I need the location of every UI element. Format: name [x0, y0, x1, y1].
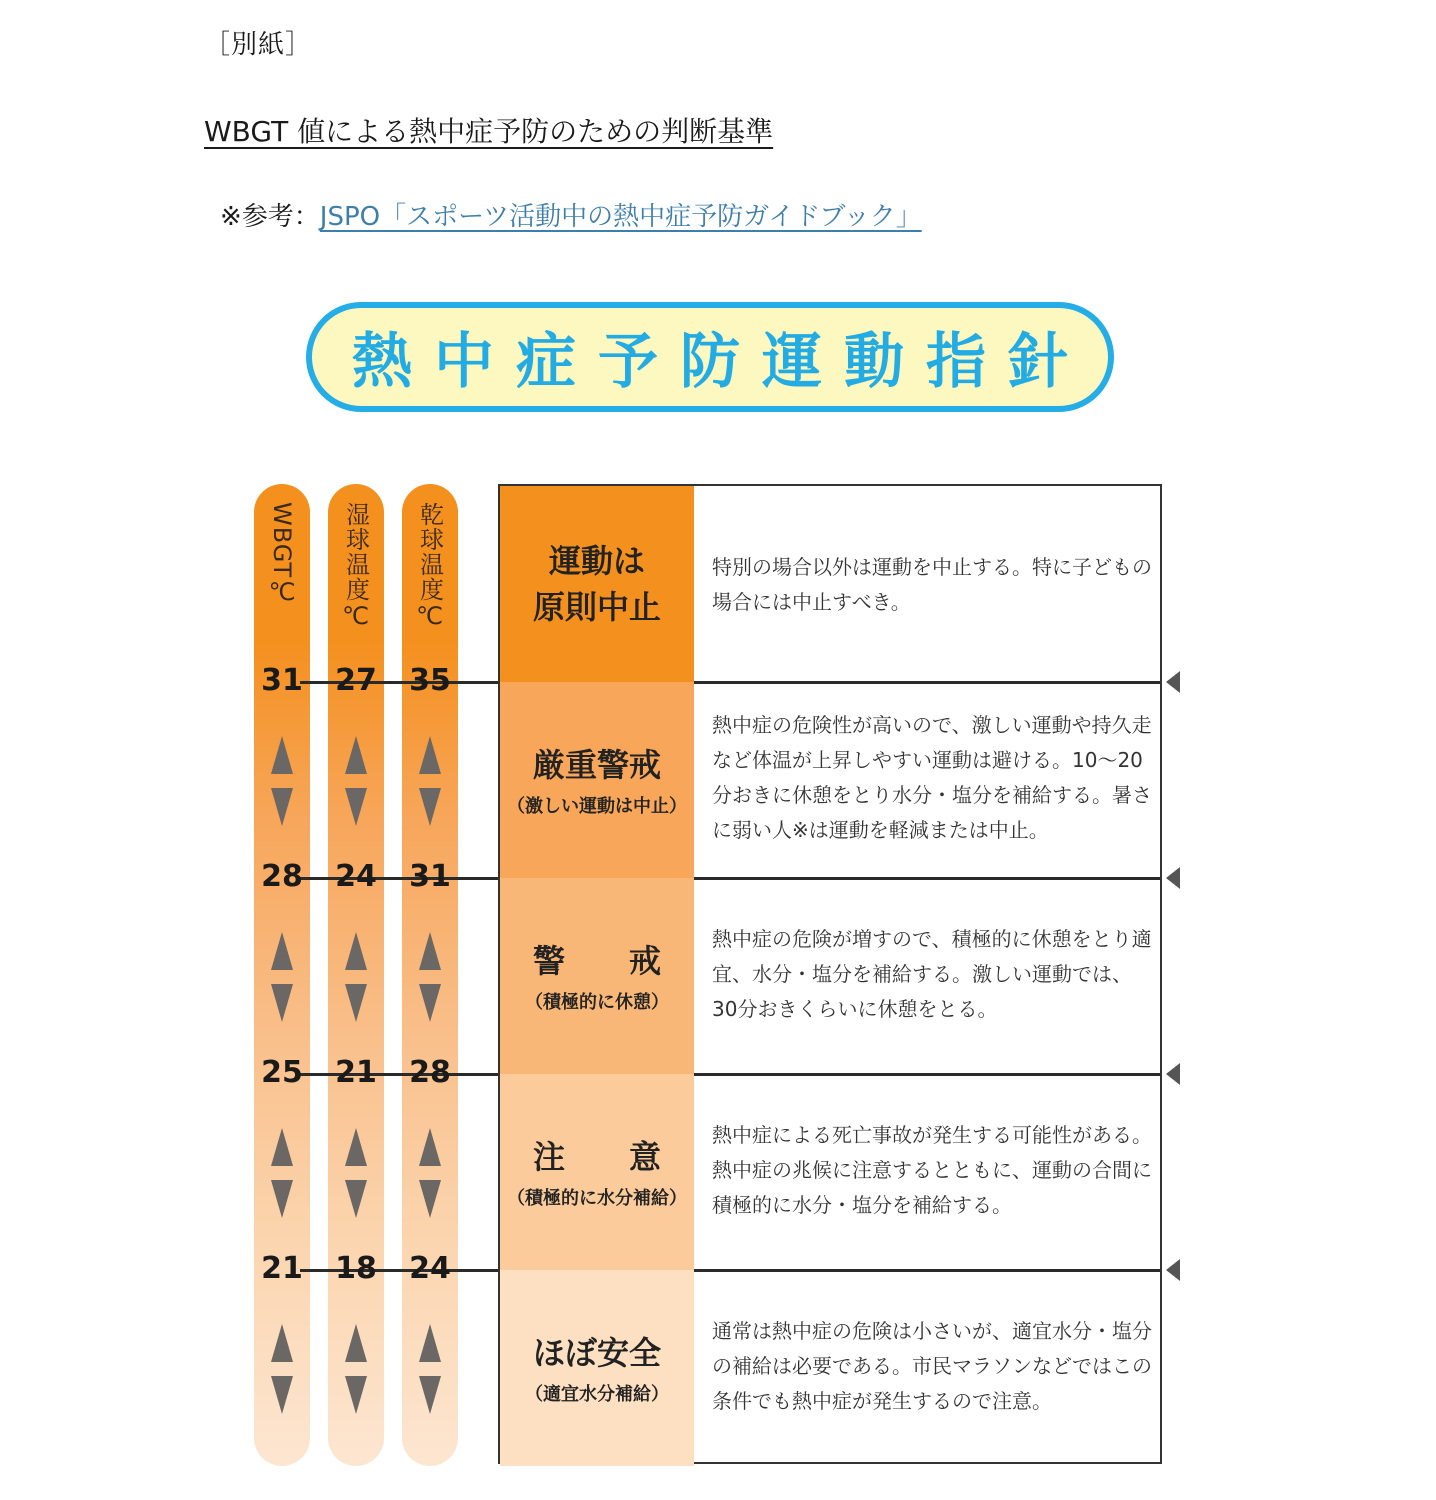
arrow-up-icon	[271, 1128, 293, 1166]
level-cell	[500, 682, 694, 878]
arrow-down-icon	[345, 1376, 367, 1414]
level-name: 注 意	[532, 1138, 661, 1176]
range-arrows	[254, 1320, 310, 1416]
arrow-down-icon	[345, 1180, 367, 1218]
guideline-table	[498, 484, 1162, 1464]
page-title: WBGT 値による熱中症予防のための判断基準	[204, 115, 774, 148]
threshold-marker-icon	[1166, 867, 1180, 889]
scale-label: 乾球温度℃	[415, 502, 444, 631]
arrow-down-icon	[419, 1180, 441, 1218]
range-arrows	[402, 732, 458, 828]
scale-label: 湿球温度℃	[341, 502, 370, 631]
threshold-value: 27	[335, 663, 377, 698]
level-row-severe-warning	[500, 682, 1160, 878]
threshold-value: 28	[409, 1055, 451, 1090]
threshold-value: 28	[261, 859, 303, 894]
range-arrows	[254, 1124, 310, 1220]
range-arrows	[328, 928, 384, 1024]
reference-prefix: ※参考：	[220, 202, 320, 232]
threshold-value: 24	[409, 1251, 451, 1286]
guideline-banner	[306, 302, 1114, 412]
level-name-line2: 原則中止	[532, 588, 661, 626]
threshold-value: 35	[409, 663, 451, 698]
range-arrows	[328, 732, 384, 828]
level-name: ほぼ安全	[532, 1334, 661, 1372]
scale-label: WBGT℃	[268, 502, 296, 608]
arrow-up-icon	[271, 932, 293, 970]
arrow-up-icon	[271, 1324, 293, 1362]
banner-title: 熱中症予防運動指針	[352, 327, 1090, 397]
level-name	[533, 538, 661, 630]
range-arrows	[402, 1124, 458, 1220]
arrow-up-icon	[419, 1324, 441, 1362]
threshold-marker-icon	[1166, 1063, 1180, 1085]
arrow-down-icon	[271, 1180, 293, 1218]
threshold-value: 18	[335, 1251, 377, 1286]
level-description: 通常は熱中症の危険は小さいが、適宜水分・塩分の補給は必要である。市民マラソンなどではこの条件でも熱中症が発生するので注意。	[712, 1319, 1152, 1413]
level-sub: （積極的に休憩）	[525, 992, 669, 1013]
threshold-value: 24	[335, 859, 377, 894]
level-name: 警 戒	[532, 942, 661, 980]
reference-link[interactable]: JSPO「スポーツ活動中の熱中症予防ガイドブック」	[319, 202, 922, 232]
arrow-down-icon	[271, 788, 293, 826]
arrow-down-icon	[419, 788, 441, 826]
arrow-up-icon	[345, 1324, 367, 1362]
level-description: 特別の場合以外は運動を中止する。特に子どもの場合には中止すべき。	[712, 555, 1152, 614]
level-sub: （適宜水分補給）	[525, 1384, 669, 1405]
level-cell	[500, 1270, 694, 1466]
range-arrows	[328, 1320, 384, 1416]
level-description: 熱中症の危険が増すので、積極的に休憩をとり適宜、水分・塩分を補給する。激しい運動では、30分おきくらいに休憩をとる。	[712, 927, 1152, 1021]
arrow-up-icon	[271, 736, 293, 774]
range-arrows	[402, 928, 458, 1024]
attachment-label: ［別紙］	[204, 30, 313, 60]
arrow-up-icon	[419, 736, 441, 774]
arrow-down-icon	[345, 788, 367, 826]
level-row-warning	[500, 878, 1160, 1074]
arrow-up-icon	[345, 736, 367, 774]
level-row-caution	[500, 1074, 1160, 1270]
level-row-stop	[500, 486, 1160, 682]
level-name: 厳重警戒	[532, 746, 661, 784]
reference-line	[220, 196, 922, 233]
range-arrows	[254, 732, 310, 828]
level-description: 熱中症による死亡事故が発生する可能性がある。熱中症の兆候に注意するとともに、運動の合間に積極的に水分・塩分を補給する。	[712, 1123, 1152, 1217]
arrow-up-icon	[345, 1128, 367, 1166]
threshold-marker-icon	[1166, 1259, 1180, 1281]
level-cell	[500, 486, 694, 682]
threshold-value: 25	[261, 1055, 303, 1090]
level-sub: （積極的に水分補給）	[507, 1188, 687, 1209]
arrow-up-icon	[419, 932, 441, 970]
arrow-down-icon	[271, 984, 293, 1022]
threshold-value: 31	[261, 663, 303, 698]
arrow-down-icon	[345, 984, 367, 1022]
arrow-down-icon	[271, 1376, 293, 1414]
level-description: 熱中症の危険性が高いので、激しい運動や持久走など体温が上昇しやすい運動は避ける。10〜20分おきに休憩をとり水分・塩分を補給する。暑さに弱い人※は運動を軽減または中止。	[712, 713, 1152, 842]
level-cell	[500, 878, 694, 1074]
arrow-up-icon	[345, 932, 367, 970]
level-row-safe	[500, 1270, 1160, 1466]
arrow-up-icon	[419, 1128, 441, 1166]
threshold-marker-icon	[1166, 671, 1180, 693]
range-arrows	[402, 1320, 458, 1416]
range-arrows	[254, 928, 310, 1024]
range-arrows	[328, 1124, 384, 1220]
level-cell	[500, 1074, 694, 1270]
arrow-down-icon	[419, 1376, 441, 1414]
level-sub: （激しい運動は中止）	[507, 796, 687, 817]
threshold-value: 21	[261, 1251, 303, 1286]
level-name-line1: 運動は	[548, 542, 645, 580]
threshold-value: 31	[409, 859, 451, 894]
arrow-down-icon	[419, 984, 441, 1022]
threshold-value: 21	[335, 1055, 377, 1090]
